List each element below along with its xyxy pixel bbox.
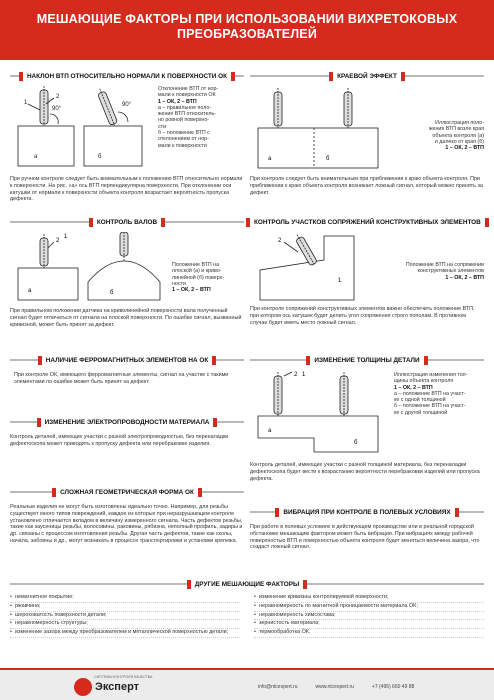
page-title: МЕШАЮЩИЕ ФАКТОРЫ ПРИ ИСПОЛЬЗОВАНИИ ВИХРЕТОКОВЫХ ПРЕОБРАЗОВАТЕЛЕЙ xyxy=(36,12,458,41)
section-heading-tilt: НАКЛОН ВТП ОТНОСИТЕЛЬНО НОРМАЛИ К ПОВЕРХНОСТИ ОК xyxy=(10,70,244,82)
num-1: 1 xyxy=(64,234,68,240)
shafts-figure xyxy=(14,232,164,304)
edge-caption: Иллюстрация поло- жения ВТП возле края объекта контроля (а) и далеко от края (б) 1 – ОК, 2 – ВТП xyxy=(428,120,484,152)
edge-text: При контроле следует быть внимательным при приближении к краю объекта контроля. При приближении к краю объекта контроля возникает ложный сигнал, который можно принять за дефект. xyxy=(250,176,483,196)
footer xyxy=(0,668,494,700)
other-factors-left xyxy=(10,594,240,638)
label-b: б xyxy=(326,156,330,162)
geometry-text: Реальные изделия не могут быть изготовлены идеально точно. Например, для резьбы существует много типов повреждений, каждое из которых при неразрушающем контроле установлено отличается вкладом в величину измеренного сигнала. Часть дефектов резьбы, такие как заусеницы резьбы, волосовины, раковины, рябизна, неполный профиль, задиры и др. связаны с процессом изготовления резьбы. Другая часть дефектов, такие как сколы, начала, забоины и др., могут возникать в процессе транспортировки и установки крепежа. xyxy=(10,504,243,544)
num-1: 1 xyxy=(24,100,28,106)
phone: +7 (495) 660 49 88 xyxy=(371,684,415,690)
section-heading-thickness: ИЗМЕНЕНИЕ ТОЛЩИНЫ ДЕТАЛИ xyxy=(250,354,484,366)
ferro-text: При контроле ОК, имеющего ферромагнитные элементы, сигнал на участке с такими элементами по ошибке может быть принят за дефект. xyxy=(14,372,229,385)
list-item: • изменение кривизны контролируемой поверхности; xyxy=(254,594,484,603)
section-heading-shafts: КОНТРОЛЬ ВАЛОВ xyxy=(10,216,244,228)
num-2: 2 xyxy=(294,372,298,378)
logo-subtitle: СИСТЕМЫ КОНТРОЛЯ КАЧЕСТВА xyxy=(94,675,153,679)
tilt-text: При ручном контроле следует быть внимательным к положению ВТП относительно нормали к поверхности. На рис. «а» ось ВТП перпендикулярна поверхности. При отклонении оси катушки от нормали к поверхности объекта контроля возрастает вероятность пропуска дефекта. xyxy=(10,176,243,203)
email-link[interactable]: info@ntcexpert.ru xyxy=(258,684,298,690)
list-item: • изменение зазора между преобразователем и металлической поверхностью детали; xyxy=(10,629,240,638)
site-link[interactable]: www.ntcexpert.ru xyxy=(315,684,354,690)
company-logo: Эксперт xyxy=(74,678,139,696)
vibration-text: При работе в полевых условиях в действующем производстве или в реальной городской обстановке мешающим фактором может быть вибрация. При вибрациях между рабочей поверхностью ВТП и поверхностью объекта контроля будет меняться величина зазора, что создаст ложный сигнал. xyxy=(250,524,480,551)
logo-mark-icon xyxy=(74,678,92,696)
tilt-figure xyxy=(14,84,146,170)
section-heading-other: ДРУГИЕ МЕШАЮЩИЕ ФАКТОРЫ xyxy=(10,578,484,590)
edge-figure xyxy=(254,84,384,174)
section-heading-edge: КРАЕВОЙ ЭФФЕКТ xyxy=(250,70,484,82)
list-item: • немагнитное покрытие; xyxy=(10,594,240,603)
label-a: а xyxy=(268,428,272,434)
thickness-text: Контроль деталей, имеющих участки с разной толщиной материала, без переналадки дефектоскопа будет вести к возрастанию вероятности перебраковки изделий или пропуска дефекта. xyxy=(250,462,480,482)
thickness-figure xyxy=(254,368,384,456)
contacts xyxy=(258,684,414,690)
list-item: • ржавчина; xyxy=(10,603,240,612)
num-2: 2 xyxy=(278,238,282,244)
label-b: б xyxy=(110,290,114,296)
section-heading-vibration: ВИБРАЦИЯ ПРИ КОНТРОЛЕ В ПОЛЕВЫХ УСЛОВИЯХ xyxy=(250,506,484,518)
label-a: а xyxy=(34,154,38,160)
joints-text: При контроле сопряжений конструктивных элементов важно обеспечить положение ВТП, при котором ось катушек будет делить угол сопряжения строго пополам. В противном случае будет иметь место ложный сигнал. xyxy=(250,306,475,326)
joints-figure xyxy=(254,230,374,304)
shafts-caption: Положение ВТП на плоской (а) и криво- линейной (б) поверх- ности 1 – ОК, 2 – ВТП xyxy=(172,262,225,294)
title-banner xyxy=(0,0,494,60)
angle-b-label: 90° xyxy=(122,102,132,108)
tilt-caption: Отклонение ВТП от нор- мали к поверхности ОК 1 – ОК, 2 – ВТП а – правильное поло- жение ВТП относитель- но ровной поверхно- сти б – положение ВТП с отклонением от нор- мали к поверхности xyxy=(158,86,219,149)
joints-caption: Положение ВТП на сопряжении конструктивных элементов 1 – ОК, 2 – ВТП xyxy=(405,262,484,281)
label-b: б xyxy=(98,154,102,160)
label-b: б xyxy=(354,440,358,446)
other-factors-right xyxy=(254,594,484,638)
num-2: 2 xyxy=(56,238,60,244)
section-heading-joints: КОНТРОЛЬ УЧАСТКОВ СОПРЯЖЕНИЙ КОНСТРУКТИВНЫХ ЭЛЕМЕНТОВ xyxy=(250,216,484,228)
conductivity-text: Контроль деталей, имеющих участки с разной электропроводностью, без переналадки дефектоскопа может приводить к пропуску дефекта или перебраковке изделия. xyxy=(10,434,229,447)
num-1: 1 xyxy=(338,278,342,284)
label-a: а xyxy=(268,156,272,162)
label-a: а xyxy=(28,288,32,294)
list-item: • шероховатость поверхности детали; xyxy=(10,612,240,621)
num-2: 2 xyxy=(56,94,60,100)
section-heading-conductivity: ИЗМЕНЕНИЕ ЭЛЕКТРОПРОВОДНОСТИ МАТЕРИАЛА xyxy=(10,416,244,428)
section-heading-geometry: СЛОЖНАЯ ГЕОМЕТРИЧЕСКАЯ ФОРМА ОК xyxy=(10,486,244,498)
shafts-text: При правильном положении датчика на криволинейной поверхности вала полученный сигнал будет отличаться от сигнала на плоской поверхности. По ошибке сигнал, вызванный кривизной, может быть принят за дефект. xyxy=(10,308,242,328)
list-item: • термообработка ОК. xyxy=(254,629,484,638)
thickness-caption: Иллюстрация изменения тол- щины объекта контроля 1 – ОК, 2 – ВТП а – положение ВТП на участ- ке с одной толщиной б – положение ВТП на участ- ке с другой толщиной xyxy=(394,372,468,416)
list-item: • неравномерность химсостава; xyxy=(254,612,484,621)
list-item: • неравномерность по магнитной проницаемости материала ОК; xyxy=(254,603,484,612)
list-item: • зернистость материала; xyxy=(254,620,484,629)
num-1: 1 xyxy=(302,372,306,378)
section-heading-ferro: НАЛИЧИЕ ФЕРРОМАГНИТНЫХ ЭЛЕМЕНТОВ НА ОК xyxy=(10,354,244,366)
list-item: • неравномерность структуры; xyxy=(10,620,240,629)
angle-a-label: 90° xyxy=(52,106,62,112)
